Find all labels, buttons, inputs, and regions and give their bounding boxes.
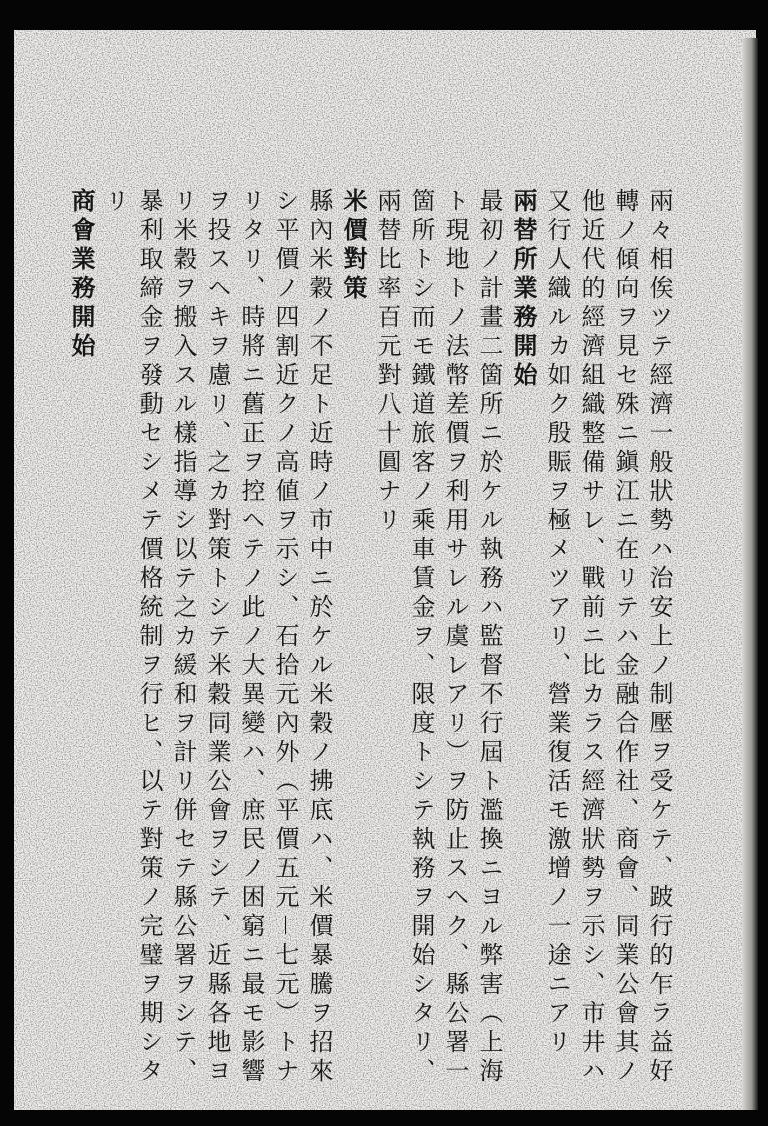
text-line: リタリ、時將ニ舊正ヲ控ヘテノ此ノ大異變ハ、庶民ノ困窮ニ最モ影響	[237, 188, 265, 1087]
text-line: ト現地トノ法幣差價ヲ利用サレル虞レアリ）ヲ防止スヘク、縣公署一	[441, 188, 469, 1087]
document-body	[64, 188, 676, 1087]
text-line: 兩々相俟ツテ經濟一般狀勢ハ治安上ノ制壓ヲ受ケテ、跛行的乍ラ益好	[645, 188, 673, 1087]
text-line: 箇所トシ而モ鐵道旅客ノ乘車賃金ヲ、限度トシテ執務ヲ開始シタリ、	[407, 188, 435, 1087]
text-line: 轉ノ傾向ヲ見セ殊ニ鎭江ニ在リテハ金融合作社、商會、同業公會其ノ	[611, 188, 639, 1087]
page-edge	[742, 38, 758, 1110]
text-line: 兩替比率百元對八十圓ナリ	[373, 188, 401, 536]
text-line: 最初ノ計畫二箇所ニ於ケル執務ハ監督不行屆ト濫換ニヨル弊害（上海	[475, 188, 503, 1087]
text-line: リ米穀ヲ搬入スル樣指導シ以テ之カ緩和ヲ計リ併セテ縣公署ヲシテ、	[169, 188, 197, 1087]
text-line: シ平價ノ四割近クノ高値ヲ示シ、石拾元內外（平價五元－七元）トナ	[271, 188, 299, 1087]
text-line: 他近代的經濟組織整備サレ、戰前ニ比カラス經濟狀勢ヲ示シ、市井ハ	[577, 188, 605, 1087]
text-line: リ	[101, 188, 129, 217]
text-line: 暴利取締金ヲ發動セシメテ價格統制ヲ行ヒ、以テ對策ノ完璧ヲ期シタ	[135, 188, 163, 1087]
section-heading: 商會業務開始	[67, 188, 96, 362]
section-heading: 兩替所業務開始	[509, 188, 538, 391]
document-page	[14, 30, 756, 1110]
section-heading: 米價對策	[339, 188, 368, 304]
text-line: 又行人織ルカ如ク殷賑ヲ極メツアリ、營業復活モ激增ノ一途ニアリ	[543, 188, 571, 1058]
text-line: 縣內米穀ノ不足ト近時ノ市中ニ於ケル米穀ノ拂底ハ、米價暴騰ヲ招來	[305, 188, 333, 1087]
text-line: ヲ投スヘキヲ慮リ、之カ對策トシテ米穀同業公會ヲシテ、近縣各地ヨ	[203, 188, 231, 1087]
